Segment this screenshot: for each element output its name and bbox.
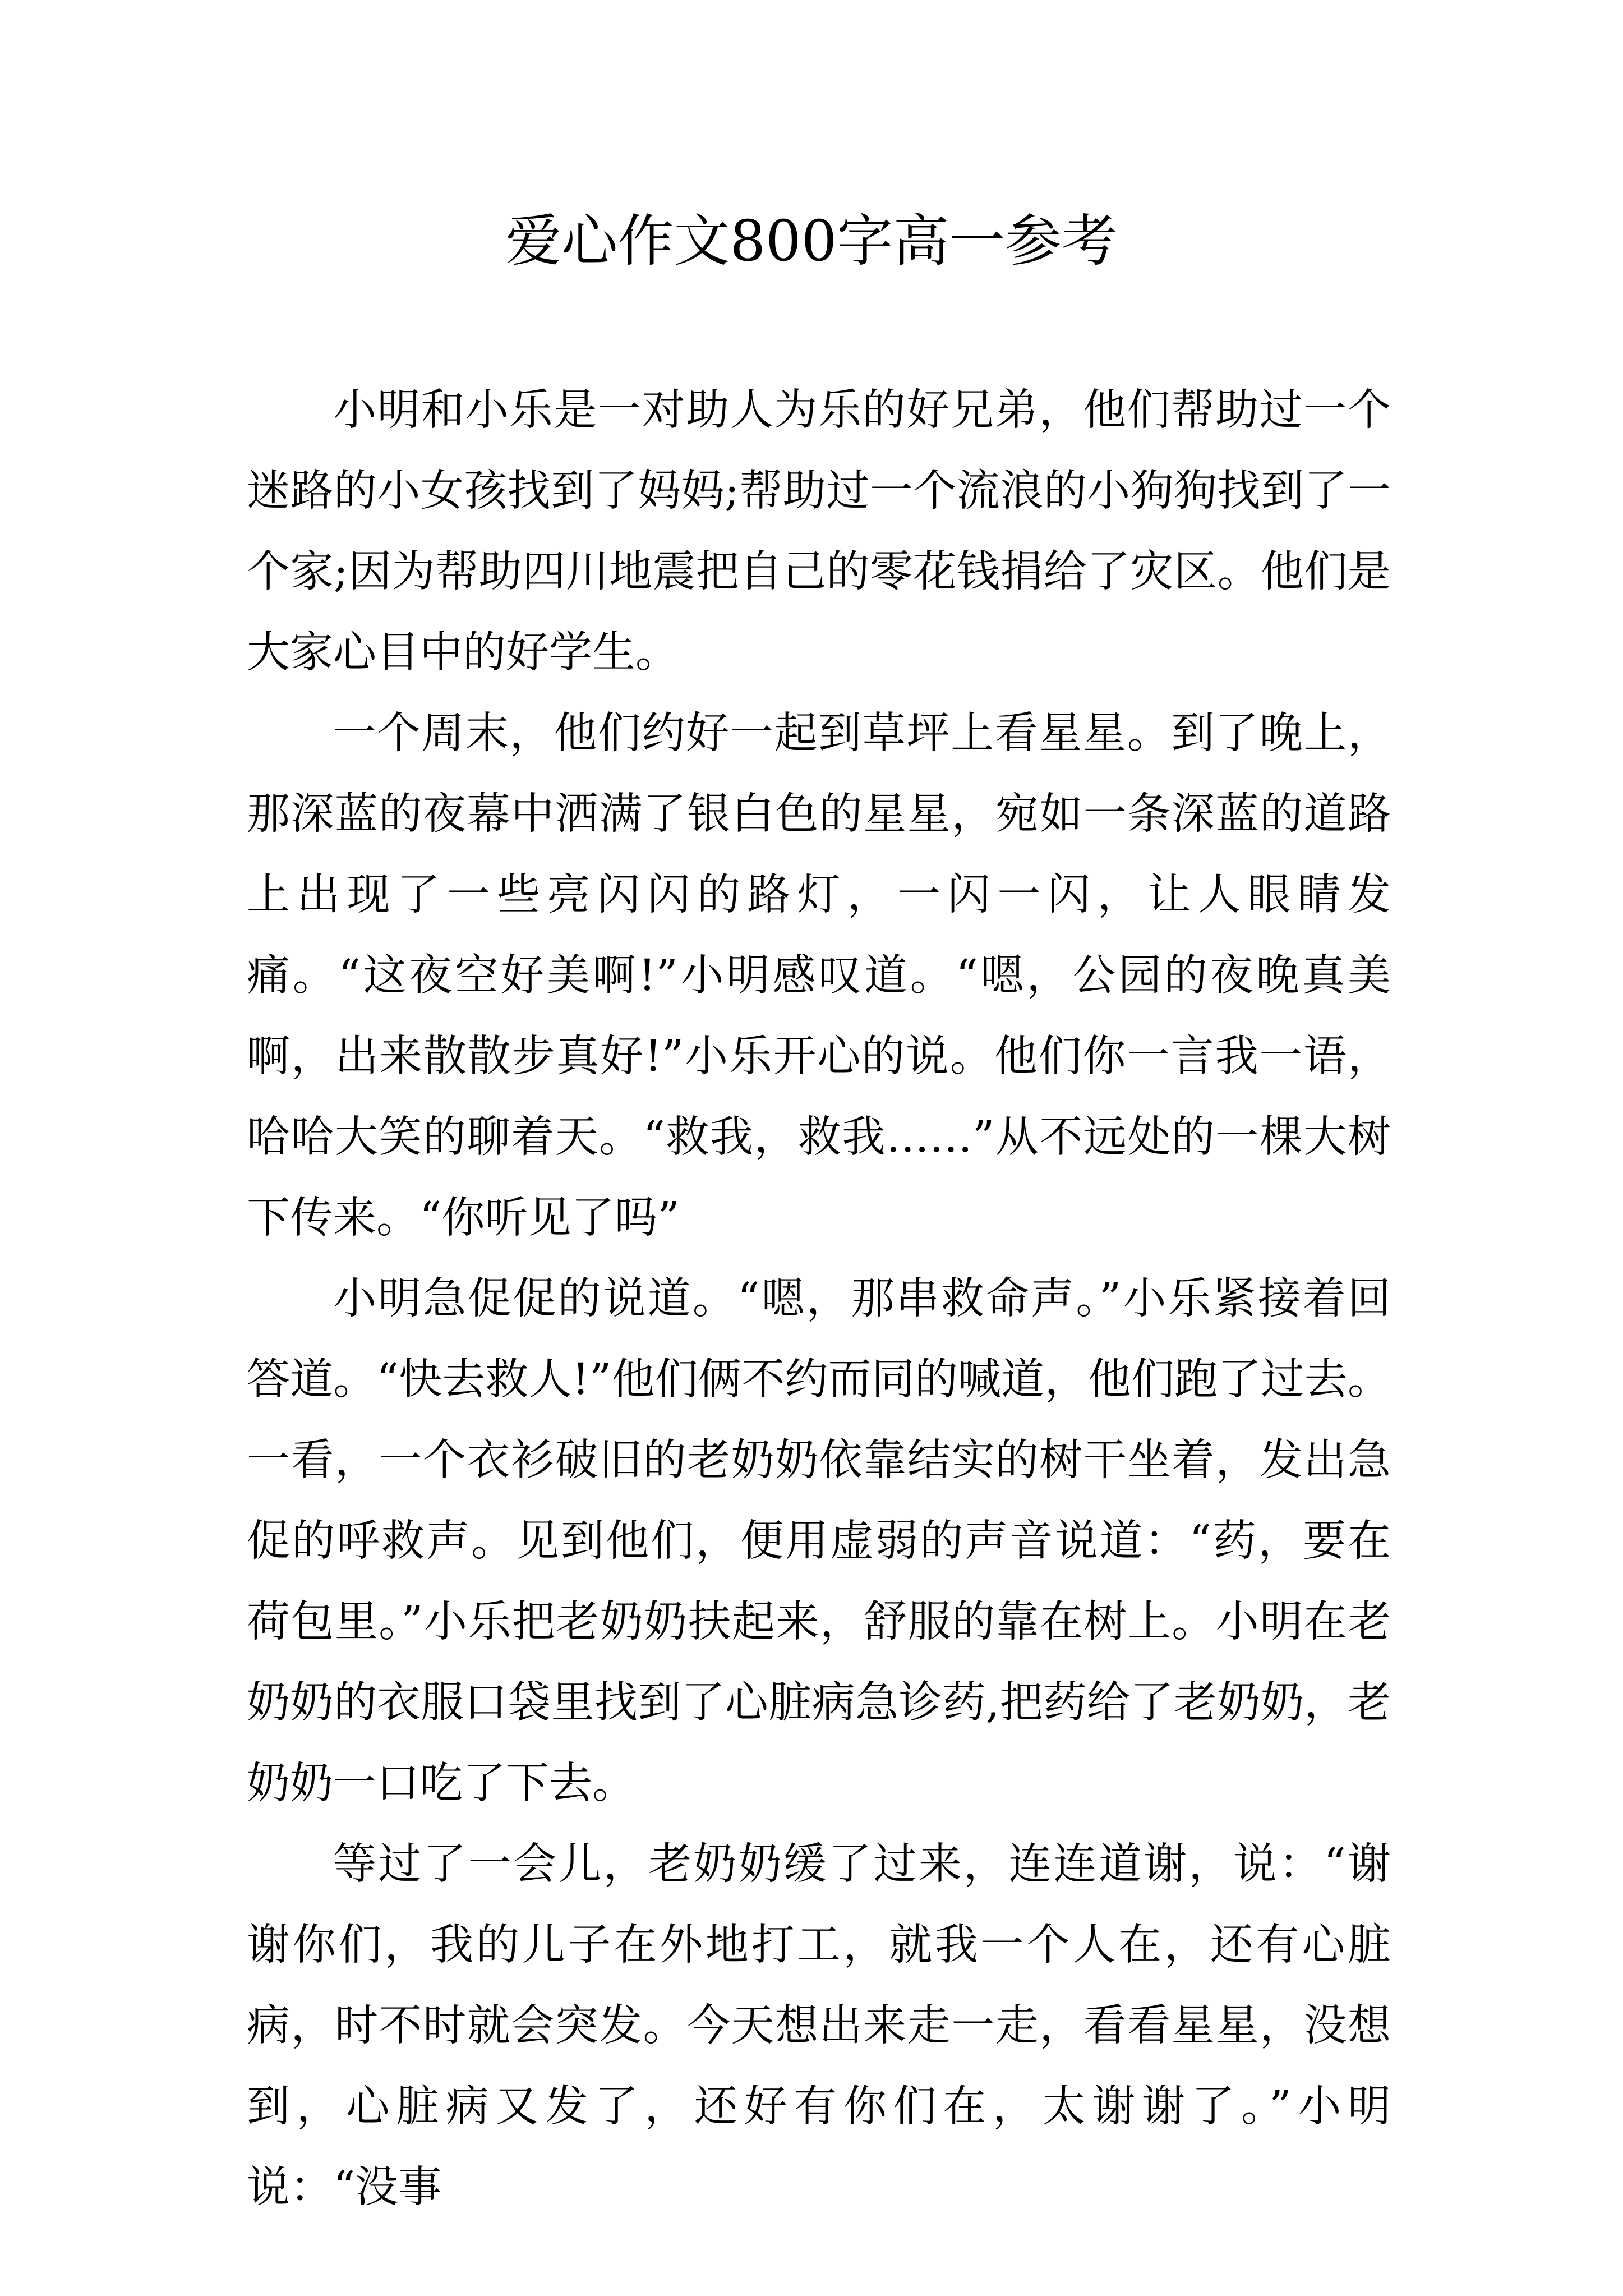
document-body [247, 370, 1391, 2228]
paragraph-3: 小明急促促的说道。“嗯，那串救命声。”小乐紧接着回答道。“快去救人!”他们俩不约而同的喊道，他们跑了过去。一看，一个衣衫破旧的老奶奶依靠结实的树干坐着，发出急促的呼救声。见到他们，便用虚弱的声音说道：“药，要在荷包里。”小乐把老奶奶扶起来，舒服的靠在树上。小明在老奶奶的衣服口袋里找到了心脏病急诊药,把药给了老奶奶，老奶奶一口吃了下去。 [247, 1274, 1391, 1809]
document-title: 爱心作文800字高一参考 [505, 208, 1118, 274]
paragraph-1: 小明和小乐是一对助人为乐的好兄弟，他们帮助过一个迷路的小女孩找到了妈妈;帮助过一个流浪的小狗狗找到了一个家;因为帮助四川地震把自己的零花钱捐给了灾区。他们是大家心目中的好学生。 [247, 385, 1391, 678]
paragraph-4: 等过了一会儿，老奶奶缓了过来，连连道谢，说：“谢谢你们，我的儿子在外地打工，就我一个人在，还有心脏病，时不时就会突发。今天想出来走一走，看看星星，没想到，心脏病又发了，还好有你们在，太谢谢了。”小明说：“没事 [247, 1839, 1391, 2212]
paragraph-2: 一个周末，他们约好一起到草坪上看星星。到了晚上，那深蓝的夜幕中洒满了银白色的星星，宛如一条深蓝的道路上出现了一些亮闪闪的路灯，一闪一闪，让人眼睛发痛。“这夜空好美啊!”小明感叹道。“嗯，公园的夜晚真美啊，出来散散步真好!”小乐开心的说。他们你一言我一语，哈哈大笑的聊着天。“救我，救我……”从不远处的一棵大树下传来。“你听见了吗” [247, 708, 1391, 1243]
